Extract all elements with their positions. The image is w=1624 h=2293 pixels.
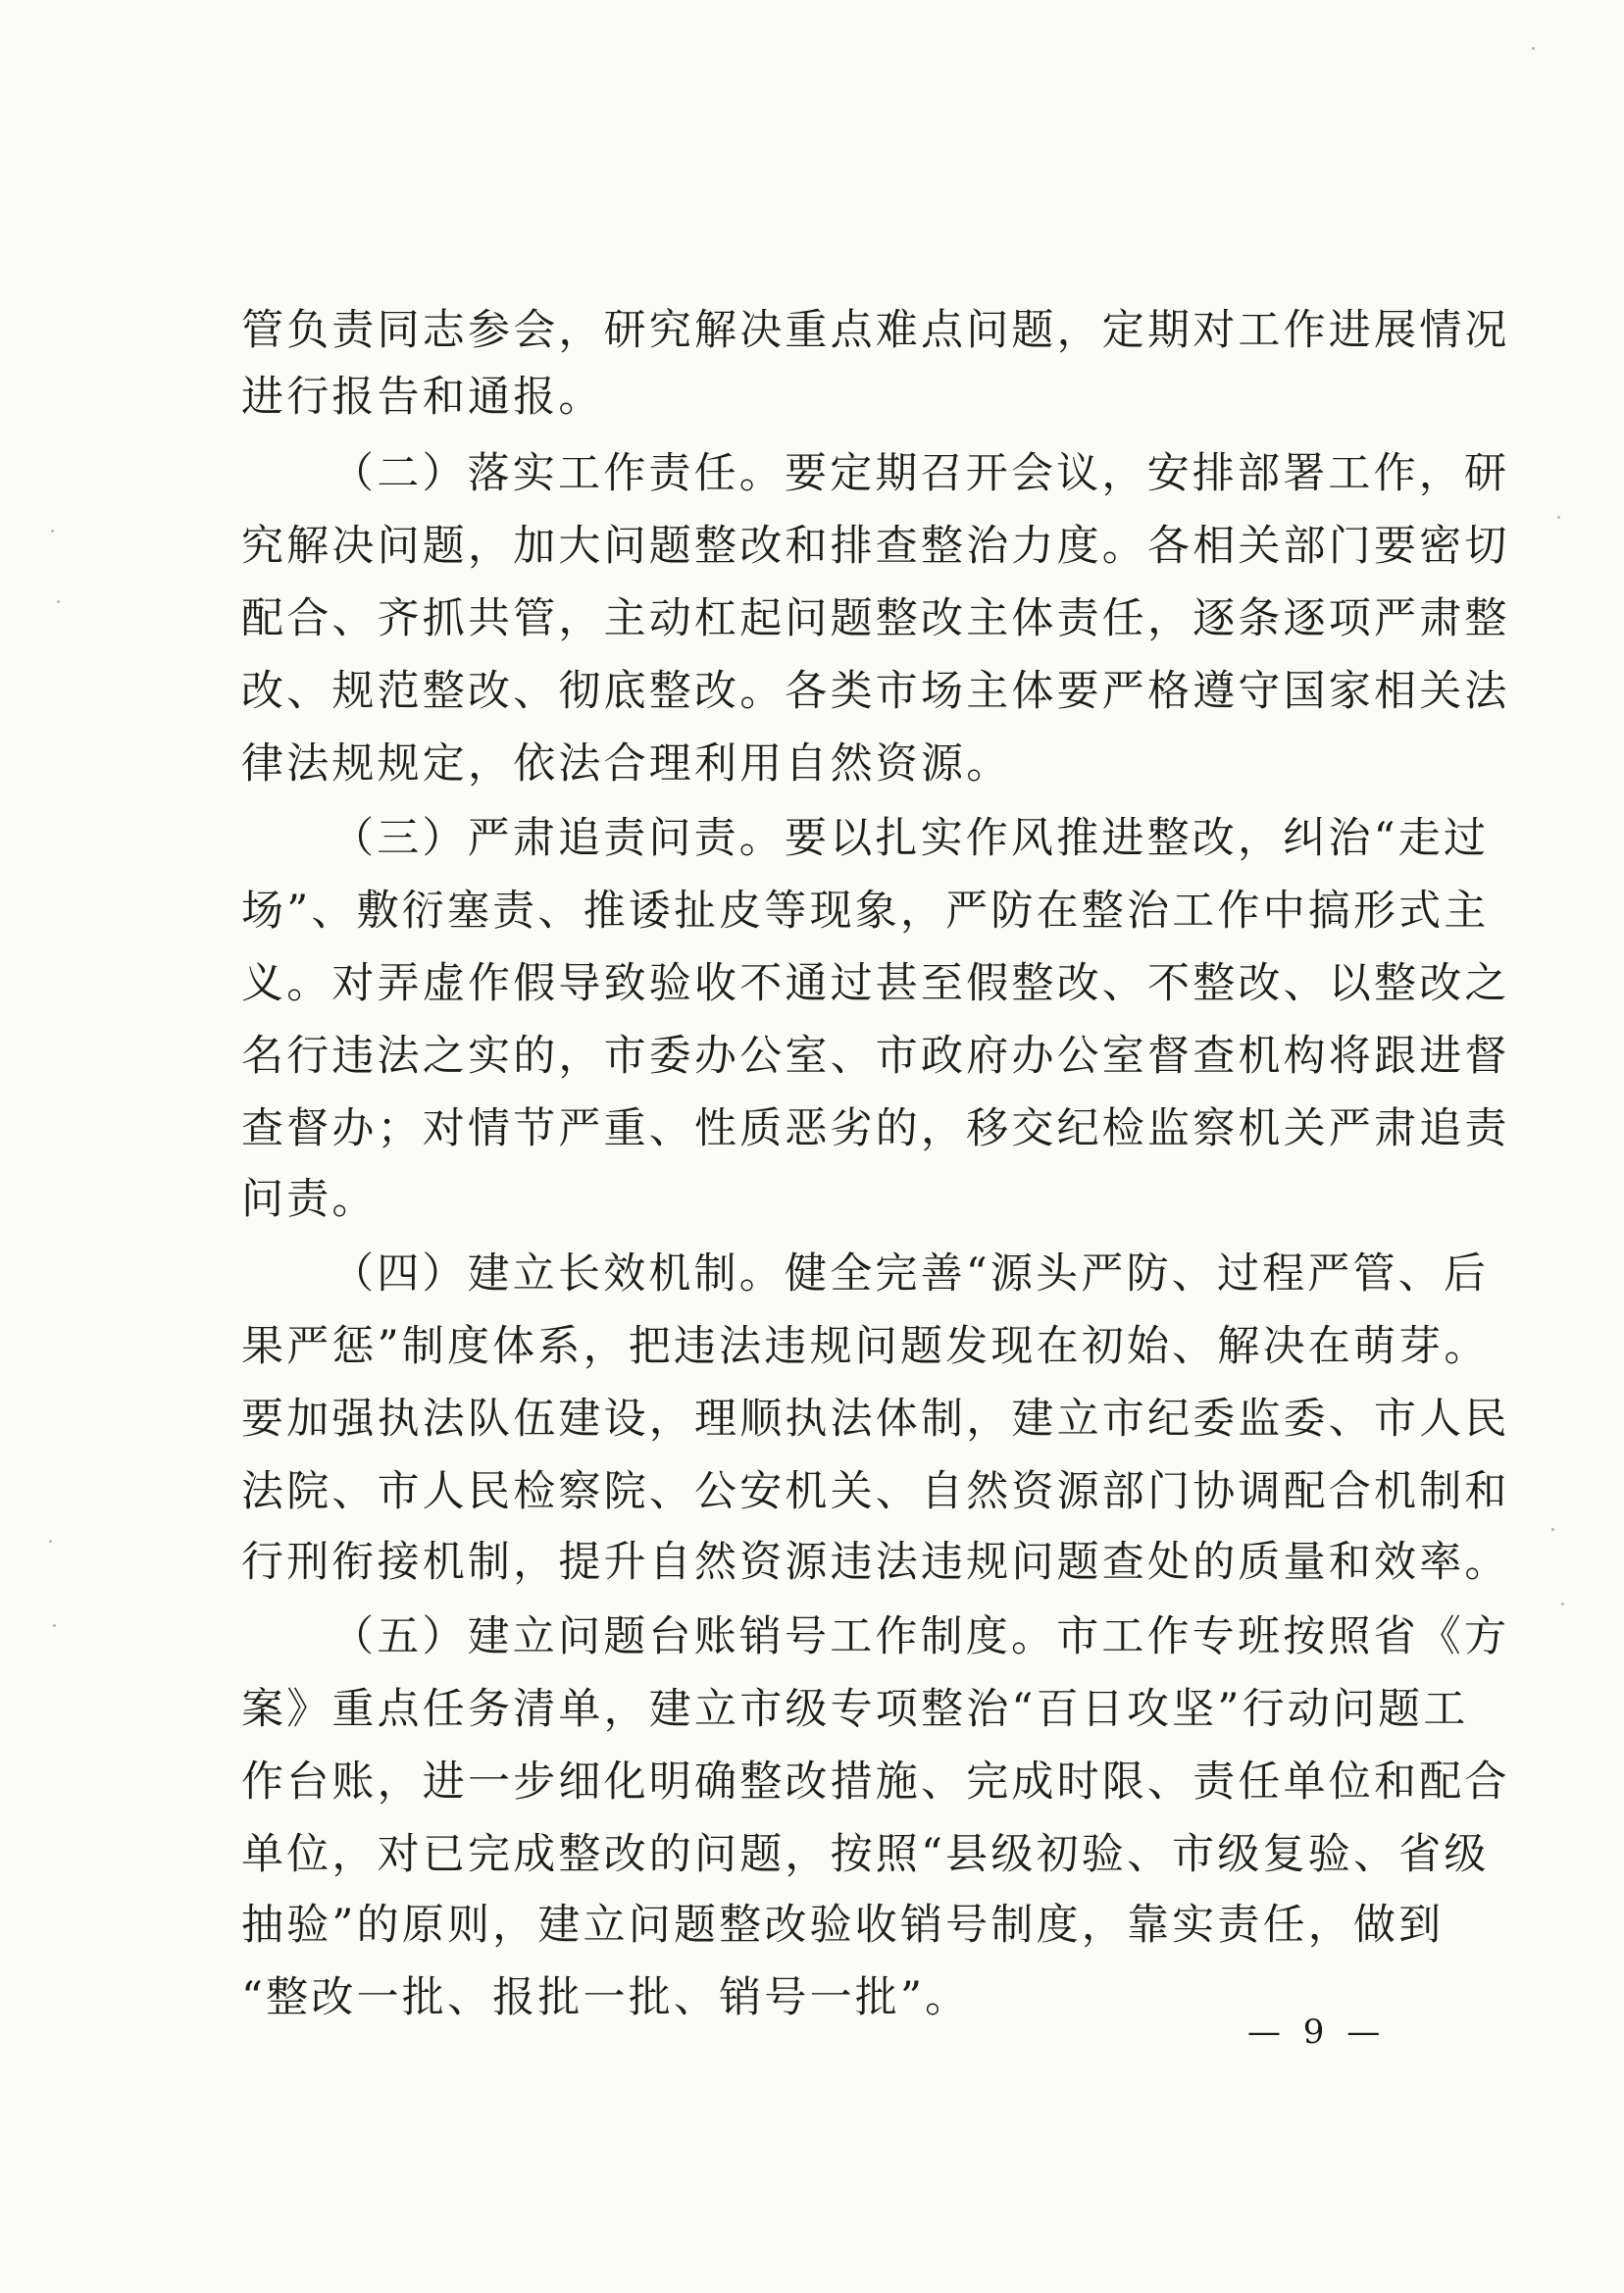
body-text-line: 果严惩”制度体系，把违法违规问题发现在初始、解决在萌芽。 bbox=[241, 1322, 1490, 1371]
scan-speck bbox=[1561, 1603, 1564, 1605]
body-text-line: 律法规规定，依法合理利用自然资源。 bbox=[241, 739, 1012, 789]
body-text-line: 抽验”的原则，建立问题整改验收销号制度，靠实责任，做到 bbox=[241, 1901, 1445, 1950]
body-text-line: 名行违法之实的，市委办公室、市政府办公室督查机构将跟进督 bbox=[241, 1032, 1510, 1081]
scan-speck bbox=[49, 1540, 52, 1543]
scan-speck bbox=[53, 1624, 56, 1627]
body-text-line: 案》重点任务清单，建立市级专项整治“百日攻坚”行动问题工 bbox=[241, 1685, 1469, 1734]
body-text-line: 单位，对已完成整改的问题，按照“县级初验、市级复验、省级 bbox=[241, 1830, 1490, 1879]
body-text-line: 管负责同志参会，研究解决重点难点问题，定期对工作进展情况 bbox=[241, 306, 1510, 355]
page-number: — 9 — bbox=[1247, 2013, 1387, 2052]
body-text-line: 要加强执法队伍建设，理顺执法体制，建立市纪委监委、市人民 bbox=[241, 1395, 1510, 1444]
scan-speck bbox=[1551, 1528, 1554, 1531]
body-text-line: 作台账，进一步细化明确整改措施、完成时限、责任单位和配合 bbox=[241, 1758, 1510, 1807]
section-heading-line: （五）建立问题台账销号工作制度。市工作专班按照省《方 bbox=[331, 1612, 1510, 1661]
scan-speck bbox=[1557, 516, 1560, 519]
body-text-line: 行刑衔接机制，提升自然资源违法违规问题查处的质量和效率。 bbox=[241, 1538, 1510, 1587]
section-heading-line: （三）严肃追责问责。要以扎实作风推进整改，纠治“走过 bbox=[331, 814, 1490, 863]
scan-speck bbox=[51, 530, 54, 533]
body-text-line: 义。对弄虚作假导致验收不通过甚至假整改、不整改、以整改之 bbox=[241, 959, 1510, 1008]
scan-speck bbox=[1532, 47, 1535, 50]
section-heading-line: （二）落实工作责任。要定期召开会议，安排部署工作，研 bbox=[331, 449, 1510, 498]
section-heading-line: （四）建立长效机制。健全完善“源头严防、过程严管、后 bbox=[331, 1249, 1490, 1299]
body-text-line: “整改一批、报批一批、销号一批”。 bbox=[241, 1973, 971, 2022]
body-text-line: 问责。 bbox=[241, 1175, 378, 1224]
body-text-line: 究解决问题，加大问题整改和排查整治力度。各相关部门要密切 bbox=[241, 522, 1510, 571]
body-text-line: 进行报告和通报。 bbox=[241, 373, 604, 422]
body-text-line: 场”、敷衍塞责、推诿扯皮等现象，严防在整治工作中搞形式主 bbox=[241, 887, 1490, 936]
body-text-line: 配合、齐抓共管，主动杠起问题整改主体责任，逐条逐项严肃整 bbox=[241, 594, 1510, 643]
body-text-line: 改、规范整改、彻底整改。各类市场主体要严格遵守国家相关法 bbox=[241, 667, 1510, 716]
body-text-line: 查督办；对情节严重、性质恶劣的，移交纪检监察机关严肃追责 bbox=[241, 1104, 1510, 1153]
body-text-line: 法院、市人民检察院、公安机关、自然资源部门协调配合机制和 bbox=[241, 1467, 1510, 1516]
scan-speck bbox=[57, 600, 60, 603]
